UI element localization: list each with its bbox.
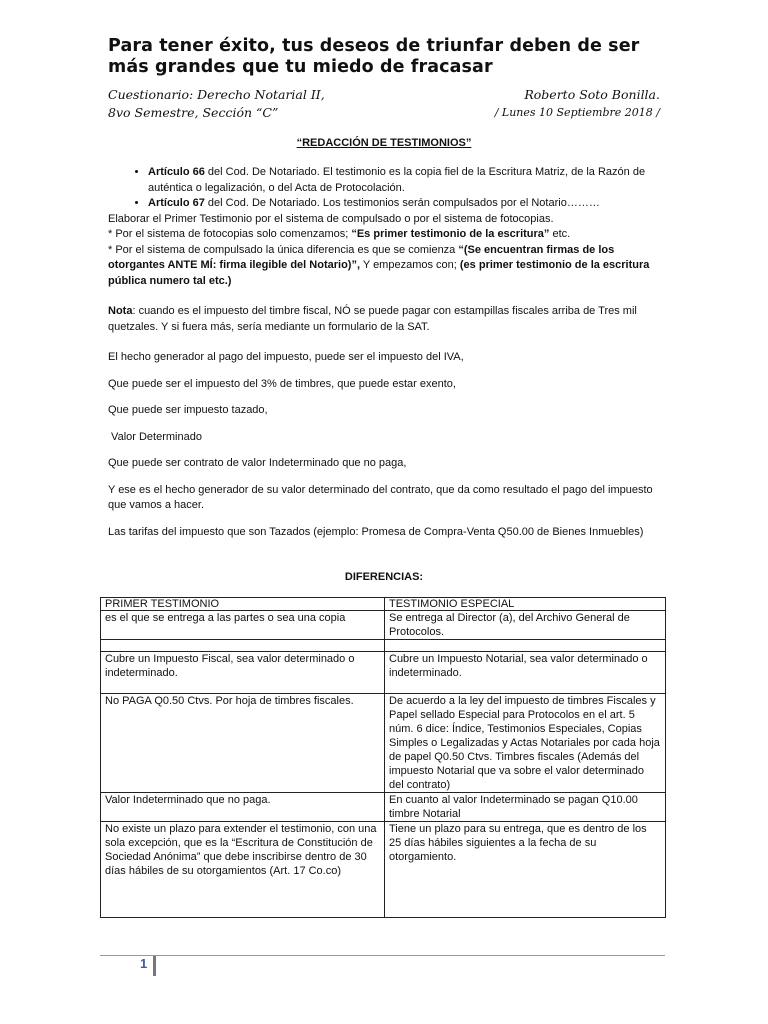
- article-list: [108, 165, 662, 212]
- footer-divider: [100, 955, 665, 956]
- paragraph: Las tarifas del impuesto que son Tazados (ejemplo: Promesa de Compra-Venta Q50.00 de Bienes Inmuebles): [108, 525, 644, 538]
- text-span: “(Se encuentran firmas de los otorgantes ANTE MÍ: firma ilegible del Notario)”,: [108, 243, 615, 271]
- table-row: [101, 611, 666, 640]
- text-span: “Es primer testimonio de la escritura”: [351, 228, 550, 240]
- table-cell: En cuanto al valor Indeterminado se pagan Q10.00 timbre Notarial: [385, 793, 666, 822]
- list-item: [148, 196, 662, 212]
- table-cell: No existe un plazo para extender el testimonio, con una sola excepción, que es la “Escritura de Constitución de Sociedad Anónima” que debe inscribirse dentro de 30 días hábiles de su otorgamientos (Art. 17 Co.co): [101, 822, 385, 918]
- paragraph: Valor Determinado: [108, 430, 202, 443]
- table-cell: es el que se entrega a las partes o sea una copia: [101, 611, 385, 640]
- text-span: (es primer testimonio de la escritura pública numero tal etc.): [108, 259, 650, 287]
- note-text: : cuando es el impuesto del timbre fiscal, NÓ se puede pagar con estampillas fiscales arriba de Tres mil quetzales. Y si fuera más, sería mediante un formulario de la SAT.: [108, 305, 637, 333]
- note-label: Nota: [108, 305, 133, 317]
- table-cell: De acuerdo a la ley del impuesto de timbres Fiscales y Papel sellado Especial para Protocolos en el art. 5 núm. 6 dice: Índice, Testimonios Especiales, Copias Simples o Legalizadas y Actas Notariales por cada hoja de papel Q0.50 Ctvs. Timbres fiscales (Además del impuesto Notarial que va sobre el valor determinado del contrato): [385, 694, 666, 793]
- text-span: etc.: [549, 228, 571, 240]
- table-cell: No PAGA Q0.50 Ctvs. Por hoja de timbres fiscales.: [101, 694, 385, 793]
- course-info: [108, 86, 325, 122]
- author-name: Roberto Soto Bonilla.: [524, 87, 660, 102]
- table-row: [101, 694, 666, 793]
- differences-table: [100, 597, 666, 918]
- table-cell: Valor Indeterminado que no paga.: [101, 793, 385, 822]
- author-info: [495, 86, 660, 122]
- paragraph: El hecho generador al pago del impuesto, puede ser el impuesto del IVA,: [108, 351, 464, 363]
- table-cell: Tiene un plazo para su entrega, que es dentro de los 25 días hábiles siguientes a la fecha de su otorgamiento.: [385, 822, 666, 918]
- paragraph: Que puede ser el impuesto del 3% de timbres, que puede estar exento,: [108, 377, 456, 390]
- table-cell: Cubre un Impuesto Notarial, sea valor determinado o indeterminado.: [385, 652, 666, 694]
- table-cell: [101, 640, 385, 652]
- list-item: [148, 165, 662, 196]
- article-ref: Artículo 67: [148, 197, 205, 209]
- article-text: del Cod. De Notariado. Los testimonios serán compulsados por el Notario………: [204, 197, 600, 209]
- page-motto-heading: Para tener éxito, tus deseos de triunfar deben de ser más grandes que tu miedo de fracasar: [108, 36, 640, 77]
- article-text: del Cod. De Notariado. El testimonio es la copia fiel de la Escritura Matriz, de la Razón de auténtica o legalización, o del Acta de Protocolación.: [148, 166, 646, 194]
- article-ref: Artículo 66: [148, 166, 205, 178]
- text-span: * Por el sistema de compulsado la única diferencia es que se comienza: [108, 243, 459, 256]
- date-line: / Lunes 10 Septiembre 2018 /: [494, 106, 660, 119]
- paragraph: Que puede ser contrato de valor Indeterminado que no paga,: [108, 457, 407, 469]
- column-header: PRIMER TESTIMONIO: [101, 598, 385, 611]
- note-paragraph: [108, 304, 662, 335]
- differences-heading: DIFERENCIAS:: [344, 571, 424, 583]
- table-row: [101, 640, 666, 652]
- table-cell: Cubre un Impuesto Fiscal, sea valor determinado o indeterminado.: [101, 652, 385, 694]
- paragraph: [108, 227, 662, 243]
- paragraph: Que puede ser impuesto tazado,: [108, 404, 268, 416]
- text-span: Y empezamos con;: [360, 259, 460, 271]
- table-row: [101, 822, 666, 918]
- paragraph: [108, 243, 662, 290]
- page-number: 1: [140, 956, 156, 976]
- text-span: * Por el sistema de fotocopias solo comenzamos;: [108, 228, 352, 240]
- paragraph: Y ese es el hecho generador de su valor determinado del contrato, que da como resultado el pago del impuesto que vamos a hacer.: [108, 483, 653, 511]
- table-row: [101, 652, 666, 694]
- table-header-row: [101, 598, 666, 611]
- paragraph: Elaborar el Primer Testimonio por el sistema de compulsado o por el sistema de fotocopias.: [108, 212, 554, 225]
- column-header: TESTIMONIO ESPECIAL: [385, 598, 666, 611]
- semester-line: 8vo Semestre, Sección “C”: [108, 105, 279, 120]
- course-line: Cuestionario: Derecho Notarial II,: [108, 87, 325, 102]
- table-cell: Se entrega al Director (a), del Archivo General de Protocolos.: [385, 611, 666, 640]
- table-cell: [385, 640, 666, 652]
- document-title: “REDACCIÓN DE TESTIMONIOS”: [296, 137, 472, 149]
- document-body: [108, 165, 662, 540]
- table-row: [101, 793, 666, 822]
